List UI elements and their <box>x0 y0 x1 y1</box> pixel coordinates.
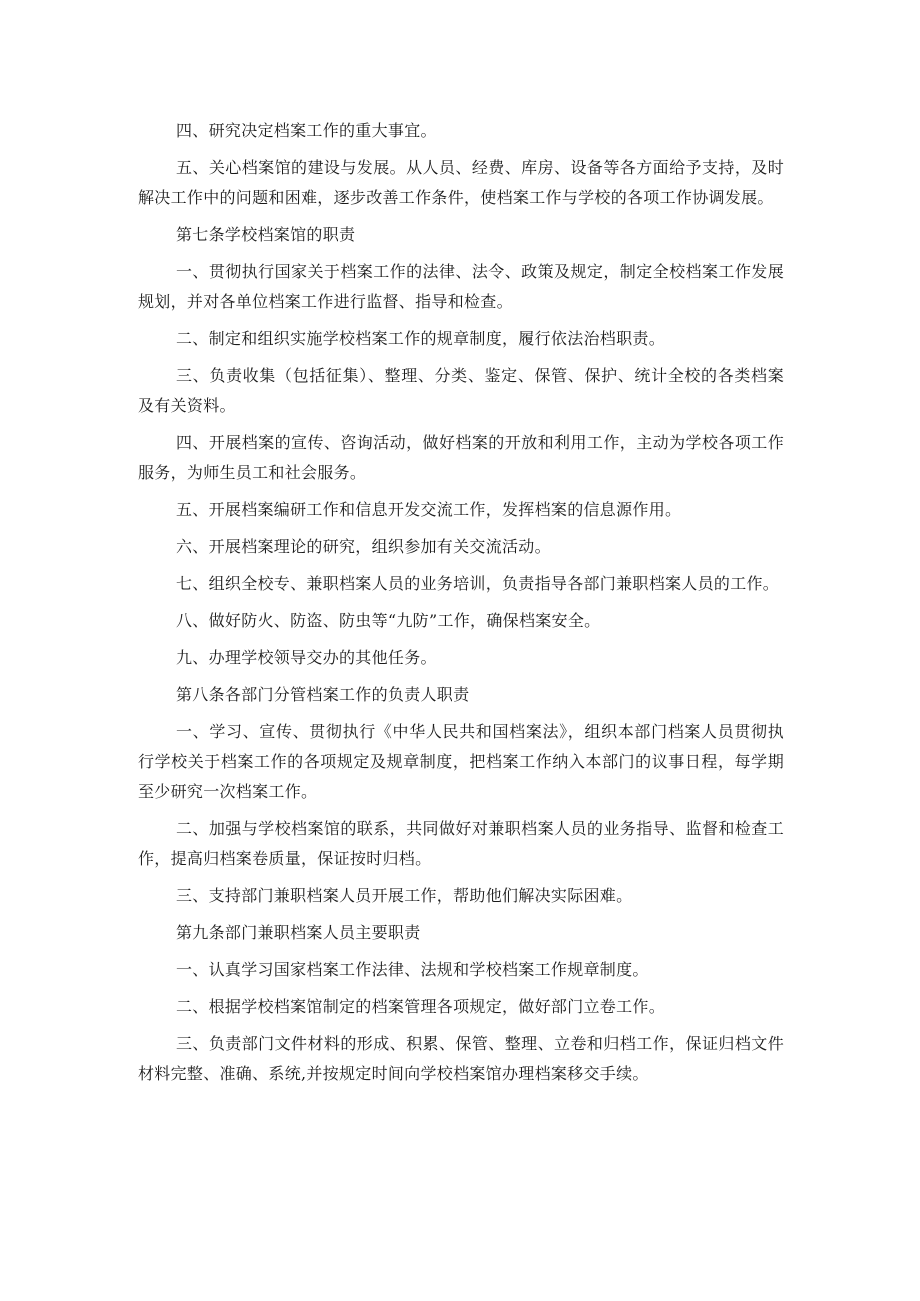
article-9-item-1: 一、认真学习国家档案工作法律、法规和学校档案工作规章制度。 <box>176 960 649 979</box>
article-9-heading: 第九条部门兼职档案人员主要职责 <box>176 923 421 942</box>
article-8-item-1: 一、学习、宣传、贯彻执行《中华人民共和国档案法》，组织本部门档案人员贯彻执行学校关于档案工作的各项规定及规章制度，把档案工作纳入本部门的议事日程，每学期至少研究一次档案工作。 <box>138 722 784 801</box>
article-7-item-5: 五、开展档案编研工作和信息开发交流工作，发挥档案的信息源作用。 <box>176 500 682 519</box>
article-9-item-3: 三、负责部门文件材料的形成、积累、保管、整理、立卷和归档工作，保证归档文件材料完整、准确、系统,并按规定时间向学校档案馆办理档案移交手续。 <box>138 1034 784 1083</box>
article-7-item-7: 七、组织全校专、兼职档案人员的业务培训，负责指导各部门兼职档案人员的工作。 <box>176 574 780 593</box>
article-8-heading: 第八条各部门分管档案工作的负责人职责 <box>176 685 470 704</box>
article-7-item-3: 三、负责收集（包括征集）、整理、分类、鉴定、保管、保护、统计全校的各类档案及有关资料。 <box>138 366 784 415</box>
article-8-item-2: 二、加强与学校档案馆的联系，共同做好对兼职档案人员的业务指导、监督和检查工作，提高归档案卷质量，保证按时归档。 <box>138 819 784 868</box>
article-7-item-9: 九、办理学校领导交办的其他任务。 <box>176 648 437 667</box>
document-body <box>138 116 784 1096</box>
paragraph-item-5-support-archive-construction: 五、关心档案馆的建设与发展。从人员、经费、库房、设备等各方面给予支持，及时解决工作中的问题和困难，逐步改善工作条件，使档案工作与学校的各项工作协调发展。 <box>138 158 784 207</box>
article-7-item-4: 四、开展档案的宣传、咨询活动，做好档案的开放和利用工作，主动为学校各项工作服务，为师生员工和社会服务。 <box>138 433 784 482</box>
article-8-item-3: 三、支持部门兼职档案人员开展工作，帮助他们解决实际困难。 <box>176 886 633 905</box>
article-7-item-8: 八、做好防火、防盗、防虫等“九防”工作，确保档案安全。 <box>176 611 601 630</box>
article-7-item-6: 六、开展档案理论的研究，组织参加有关交流活动。 <box>176 537 551 556</box>
article-7-item-1: 一、贯彻执行国家关于档案工作的法律、法令、政策及规定，制定全校档案工作发展规划，并对各单位档案工作进行监督、指导和检查。 <box>138 262 784 311</box>
article-7-item-2: 二、制定和组织实施学校档案工作的规章制度，履行依法治档职责。 <box>176 329 666 348</box>
article-9-item-2: 二、根据学校档案馆制定的档案管理各项规定，做好部门立卷工作。 <box>176 997 666 1016</box>
article-7-heading: 第七条学校档案馆的职责 <box>176 225 356 244</box>
paragraph-item-4-decide-major-matters: 四、研究决定档案工作的重大事宜。 <box>176 121 437 140</box>
